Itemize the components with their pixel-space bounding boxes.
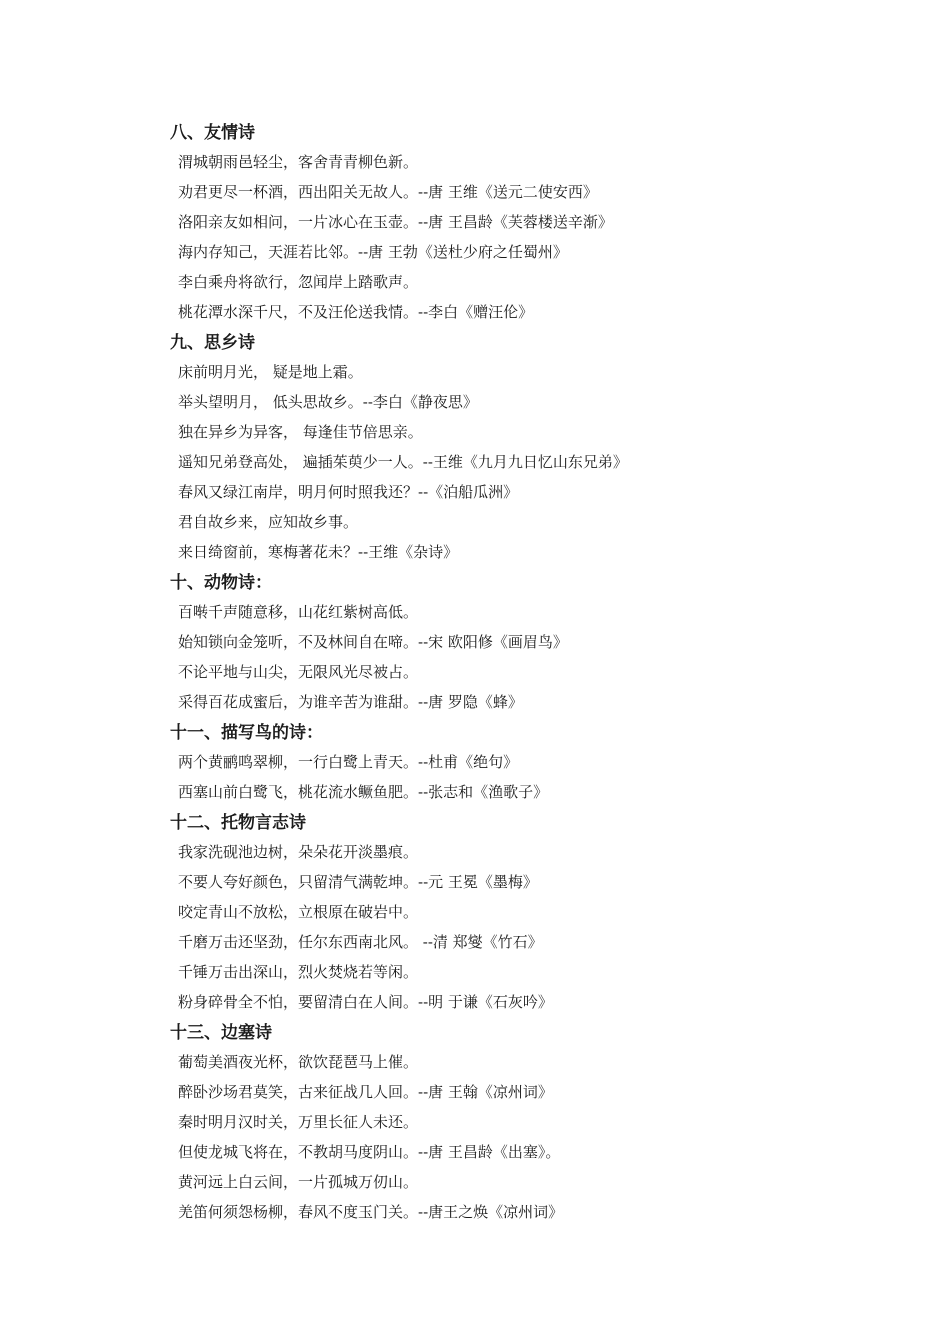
- poem-line: 采得百花成蜜后，为谁辛苦为谁甜。--唐 罗隐《蜂》: [178, 693, 523, 711]
- poem-line: 始知锁向金笼听，不及林间自在啼。--宋 欧阳修《画眉鸟》: [178, 633, 568, 651]
- poem-line: 来日绮窗前，寒梅著花未？--王维《杂诗》: [178, 543, 459, 561]
- poem-list: [170, 117, 890, 1227]
- section-heading: 十、动物诗：: [170, 573, 272, 593]
- poem-line: 不要人夸好颜色，只留清气满乾坤。--元 王冕《墨梅》: [178, 873, 538, 891]
- poem-line: 君自故乡来，应知故乡事。: [178, 513, 359, 531]
- poem-line: 千锤万击出深山，烈火焚烧若等闲。: [178, 963, 419, 981]
- poem-line: 咬定青山不放松，立根原在破岩中。: [178, 903, 419, 921]
- section-heading: 十二、托物言志诗: [170, 813, 306, 833]
- poem-line: 我家洗砚池边树，朵朵花开淡墨痕。: [178, 843, 419, 861]
- poem-line: 千磨万击还坚劲，任尔东西南北风。 --清 郑燮《竹石》: [178, 933, 543, 951]
- poem-line: 但使龙城飞将在，不教胡马度阴山。--唐 王昌龄《出塞》。: [178, 1143, 561, 1161]
- poem-line: 两个黄鹂鸣翠柳，一行白鹭上青天。--杜甫《绝句》: [178, 753, 519, 771]
- poem-line: 海内存知己，天涯若比邻。--唐 王勃《送杜少府之任蜀州》: [178, 243, 568, 261]
- section-heading: 八、友情诗: [170, 123, 255, 143]
- poem-line: 黄河远上白云间，一片孤城万仞山。: [178, 1173, 419, 1191]
- section-heading: 九、思乡诗: [170, 333, 255, 353]
- poem-line: 粉身碎骨全不怕，要留清白在人间。--明 于谦《石灰吟》: [178, 993, 553, 1011]
- poem-line: 春风又绿江南岸，明月何时照我还？--《泊船瓜洲》: [178, 483, 519, 501]
- poem-line: 劝君更尽一杯酒，西出阳关无故人。--唐 王维《送元二使安西》: [178, 183, 598, 201]
- poem-line: 遥知兄弟登高处， 遍插茱萸少一人。--王维《九月九日忆山东兄弟》: [178, 453, 628, 471]
- section-heading: 十一、描写鸟的诗：: [170, 723, 323, 743]
- poem-line: 桃花潭水深千尺，不及汪伦送我情。--李白《赠汪伦》: [178, 303, 534, 321]
- poem-line: 李白乘舟将欲行，忽闻岸上踏歌声。: [178, 273, 419, 291]
- poem-line: 秦时明月汉时关，万里长征人未还。: [178, 1113, 419, 1131]
- poem-line: 不论平地与山尖，无限风光尽被占。: [178, 663, 419, 681]
- poem-line: 床前明月光， 疑是地上霜。: [178, 363, 363, 381]
- section-heading: 十三、边塞诗: [170, 1023, 272, 1043]
- poem-line: 独在异乡为异客， 每逢佳节倍思亲。: [178, 423, 423, 441]
- poem-line: 百啭千声随意移，山花红紫树高低。: [178, 603, 419, 621]
- poem-line: 洛阳亲友如相问，一片冰心在玉壶。--唐 王昌龄《芙蓉楼送辛渐》: [178, 213, 613, 231]
- poem-line: 举头望明月， 低头思故乡。--李白《静夜思》: [178, 393, 478, 411]
- poem-line: 西塞山前白鹭飞，桃花流水鳜鱼肥。--张志和《渔歌子》: [178, 783, 549, 801]
- poem-line: 羌笛何须怨杨柳，春风不度玉门关。--唐王之焕《凉州词》: [178, 1203, 564, 1221]
- poem-line: 葡萄美酒夜光杯，欲饮琵琶马上催。: [178, 1053, 419, 1071]
- poem-line: 醉卧沙场君莫笑，古来征战几人回。--唐 王翰《凉州词》: [178, 1083, 553, 1101]
- poem-line: 渭城朝雨邑轻尘，客舍青青柳色新。: [178, 153, 419, 171]
